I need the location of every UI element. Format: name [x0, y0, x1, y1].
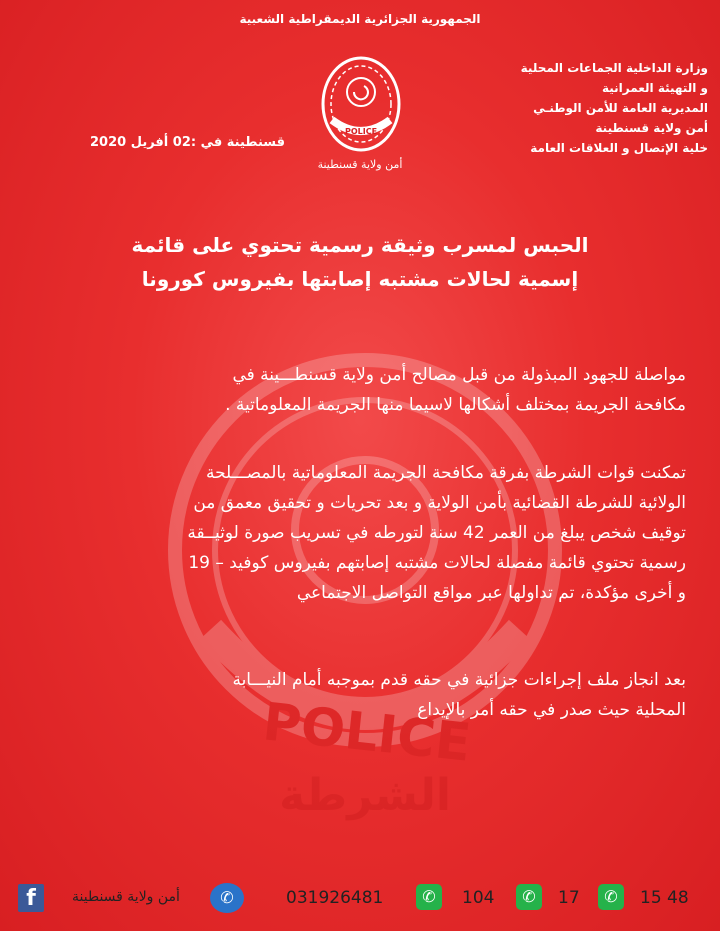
paragraph-line: توقيف شخص يبلغ من العمر 42 سنة لتورطه في تسريب صورة لوثيــقة — [187, 523, 686, 543]
phone-number: 031926481 — [286, 888, 384, 908]
paragraph-line: المحلية حيث صدر في حقه أمر بالإيداع — [417, 700, 686, 720]
emblem-police-text: POLICE — [344, 127, 378, 136]
paragraph-line: تمكنت قوات الشرطة بفرقة مكافحة الجريمة المعلوماتية بالمصـــلحة — [205, 463, 686, 483]
phone-icon: ✆ — [516, 884, 542, 910]
emblem-caption: أمن ولاية قسنطينة — [317, 158, 403, 171]
paragraph-3 — [36, 665, 686, 725]
release-date: قسنطينة في :02 أفريل 2020 — [90, 135, 285, 150]
contact-footer — [0, 880, 720, 924]
hotline-1548: 15 48 — [640, 888, 689, 908]
facebook-icon[interactable]: f — [18, 884, 44, 912]
ministry-block — [438, 58, 708, 158]
phone-icon: ✆ — [210, 883, 244, 913]
phone-icon: ✆ — [598, 884, 624, 910]
ministry-line: أمن ولاية قسنطينة — [595, 121, 708, 135]
ministry-line: خلية الإتصال و العلاقات العامة — [530, 141, 708, 155]
watermark-arabic-text: الشرطة — [279, 770, 451, 821]
paragraph-1 — [36, 360, 686, 420]
ministry-line: وزارة الداخلية الجماعات المحلية — [520, 61, 708, 75]
footer-department: أمن ولاية قسنطينة — [72, 889, 180, 905]
paragraph-line: مكافحة الجريمة بمختلف أشكالها لاسيما منها الجريمة المعلوماتية . — [225, 395, 686, 415]
ministry-line: و التهيئة العمرانية — [601, 81, 708, 95]
title-line: إسمية لحالات مشتبه إصابتها بفيروس كورونا — [141, 267, 579, 291]
paragraph-line: مواصلة للجهود المبذولة من قبل مصالح أمن ولاية قسنطـــينة في — [232, 365, 686, 385]
paragraph-line: الولائية للشرطة القضائية بأمن الولاية و بعد تحريات و تحقيق معمق من — [193, 493, 686, 513]
paragraph-2 — [36, 458, 686, 608]
title-line: الحبس لمسرب وثيقة رسمية تحتوي على قائمة — [131, 233, 589, 257]
hotline-17: 17 — [558, 888, 580, 908]
paragraph-line: و أخرى مؤكدة، تم تداولها عبر مواقع التواصل الاجتماعي — [296, 583, 686, 603]
police-emblem-icon — [318, 52, 404, 156]
watermark-police-text: POLICE — [259, 692, 474, 774]
paragraph-line: رسمية تحتوي قائمة مفصلة لحالات مشتبه إصابتهم بفيروس كوفيد – 19 — [188, 553, 686, 573]
press-release-title — [0, 228, 720, 296]
republic-header: الجمهورية الجزائرية الديمقراطية الشعبية — [239, 12, 481, 26]
paragraph-line: بعد انجاز ملف إجراءات جزائية في حقه قدم بموجبه أمام النيـــابة — [232, 670, 686, 690]
hotline-104: 104 — [462, 888, 495, 908]
phone-icon: ✆ — [416, 884, 442, 910]
ministry-line: المديرية العامة للأمن الوطنـي — [533, 101, 708, 115]
